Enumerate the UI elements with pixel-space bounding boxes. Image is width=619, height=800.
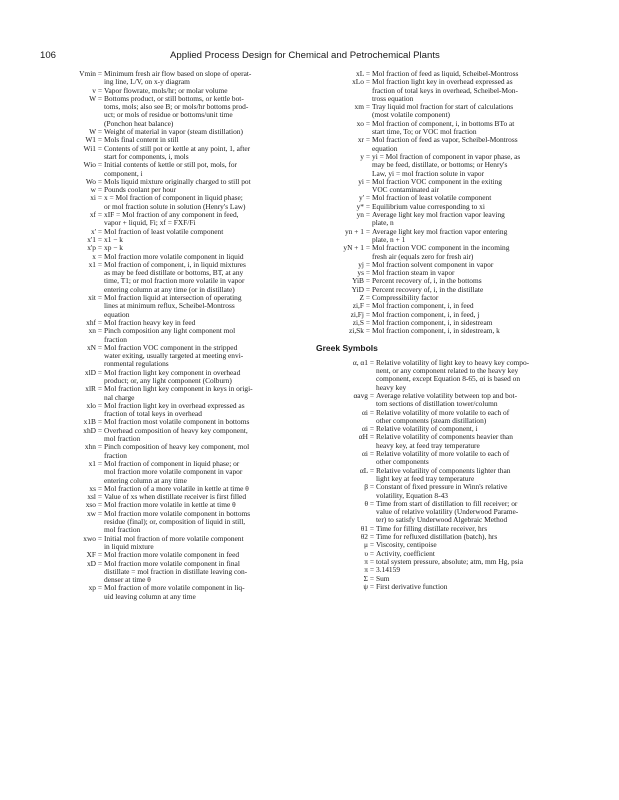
symbol: xi = [90,193,102,203]
definition: Mol fraction more volatile component in bottoms residue (final); or, composition of liquid in still, mol fraction [104,508,251,535]
definition: Contents of still pot or kettle at any point, 1, after start for components, i, mols [104,143,251,161]
definition: Mol fraction of component in liquid phase; or mol fraction more volatile component in vapor entering column at any time [104,458,243,485]
nomenclature-entry [316,533,584,541]
symbol: y* = [356,201,370,211]
definition: x = Mol fraction of component in liquid phase; or mol fraction solute in solution (Henry's Law) [104,193,246,211]
symbol: zi,Sk = [348,326,370,336]
nomenclature-entry [40,443,308,460]
symbol: Wio = [83,160,102,170]
definition: Mol fraction VOC component in the incoming fresh air (equals zero for fresh air) [372,243,510,261]
greek-symbols-heading: Greek Symbols [316,342,378,353]
nomenclature-entry [316,566,584,574]
nomenclature-list-right [316,70,584,336]
definition: Mol fraction more volatile in kettle at time θ [104,500,236,510]
nomenclature-entry [40,427,308,444]
symbol: ys = [357,268,370,278]
symbol: xD = [86,558,102,568]
definition: Initial mol fraction of more volatile component in liquid mixture [104,533,244,551]
definition: Mol fraction VOC component in the exiting VOC contaminated air [372,176,502,195]
nomenclature-entry [40,344,308,369]
definition: Pinch composition any light component mol fraction [104,326,236,344]
symbol: xso = [85,500,102,510]
symbol: αavg = [353,390,374,400]
definition: Mol fraction of component, i, in bottoms BTo at start time, To; or VOC mol fraction [372,118,515,137]
nomenclature-entry [316,500,584,525]
definition: Mol fraction of feed as liquid, Scheibel-Montross [372,69,519,78]
symbol: θ1 = [360,523,374,533]
symbol: αH = [358,432,374,442]
nomenclature-entry [316,120,584,137]
symbol: xn = [88,326,102,336]
definition: Mol fraction component, i, in feed [372,301,474,311]
definition: Relative volatility of component, i [376,424,478,434]
symbol: xwo = [83,533,102,543]
page-number: 106 [40,50,57,61]
symbol: μ = [364,540,374,550]
definition: Minimum fresh air flow based on slope of operat- ing line, L/V, on x-y diagram [104,69,252,87]
definition: Constant of fixed pressure in Winn's relative volatility, Equation 8-43 [376,482,508,500]
symbol: yn + 1 = [345,226,370,236]
symbol: W1 = [85,135,102,145]
symbol: yn = [356,210,370,220]
definition: Mol fraction of a more volatile in kettle at time θ [104,483,249,493]
definition: Mols final content in still [104,135,179,145]
definition: Mols liquid mixture originally charged to still pot [104,176,251,186]
running-header [40,50,580,64]
definition: Mol fraction more volatile component in final distillate = mol fraction in distillate leaving con- denser at time θ [104,558,248,585]
symbol: v = [92,85,102,95]
symbol: Wi1 = [83,143,102,153]
symbol: xhD = [83,425,102,435]
nomenclature-entry [40,294,308,319]
symbol: Z = [359,293,370,303]
definition: Mol fraction of component, i, in liquid mixtures as may be feed distillate or bottoms, BT, at any time, T1; or mol fraction more volatile in vapor entering column at any time (or in distillate) [104,259,246,294]
definition: Initial contents of kettle or still pot, mols, for component, i [104,160,238,178]
definition: Mol fraction component, i, in sidestream [372,317,493,327]
symbol: xm = [354,102,370,112]
definition: Mol fraction steam in vapor [372,268,455,278]
nomenclature-entry [316,575,584,583]
definition: Time for refluxed distillation (batch), hrs [376,532,498,542]
symbol: xit = [88,293,102,303]
symbol: zi,S = [352,317,370,327]
definition: Equilibrium value corresponding to xi [372,201,485,211]
definition: Average relative volatility between top and bot- tom sections of distillation tower/column [376,390,518,409]
symbol: αL = [359,465,374,475]
symbol: α, α1 = [352,357,374,367]
symbol: YiD = [351,284,370,294]
symbol: y' = [358,193,370,203]
definition: Mol fraction light key in overhead expressed as fraction of total keys in overhead, Scheibel-Mon- tross equation [372,77,518,103]
definition: yi = Mol fraction of component in vapor phase, as may be feed, distillate, or bottoms; or Henry's Law, yi = mol fraction solute in vapor [372,151,521,178]
nomenclature-entry [316,409,584,426]
book-title: Applied Process Design for Chemical and Petrochemical Plants [170,50,440,61]
nomenclature-entry [316,286,584,294]
nomenclature-entry [40,369,308,386]
nomenclature-entry [40,211,308,228]
symbol: αi = [362,407,374,417]
definition: Bottoms product, or still bottoms, or kettle bot- toms, mols; also see B; or mols/hr bottoms prod- uct; or mols of residue or bottoms/unit time (Ponchon heat balance) [104,93,249,128]
symbol: β = [364,482,374,492]
symbol: xo = [356,118,370,128]
definition: Mol fraction more volatile component in liquid [104,251,244,261]
symbol: Σ = [363,573,374,583]
definition: Weight of material in vapor (steam distillation) [104,127,243,137]
symbol: xsl = [87,492,102,502]
definition: Relative volatility of light key to heavy key compo- nent, or any component related to the heavy key component, except Equation 8-65, αi is based on heavy key [376,357,530,392]
symbol: θ2 = [360,532,374,542]
definition: Sum [376,573,390,583]
nomenclature-entry [40,70,308,87]
definition: 3.14159 [376,565,401,575]
definition: Percent recovery of, i, in the bottoms [372,276,482,286]
symbol: π = [364,565,374,575]
nomenclature-entry [316,450,584,467]
nomenclature-entry [40,327,308,344]
definition: Mol fraction more volatile component in feed [104,550,240,560]
symbol: y = [360,151,370,161]
symbol: αi = [362,449,374,459]
nomenclature-entry [40,95,308,128]
symbol: θ = [364,498,374,508]
symbol: yN + 1 = [343,243,370,253]
left-column [40,70,308,601]
definition: Mol fraction light key component in overhead product; or, any light component (Colburn) [104,367,241,385]
symbol: zi,F = [352,301,370,311]
nomenclature-entry [316,153,584,178]
symbol: x'p = [87,243,102,253]
symbol: W = [89,93,102,103]
symbol: xlo = [86,400,102,410]
nomenclature-entry [316,541,584,549]
symbol: αi = [362,424,374,434]
symbol: xs = [89,483,102,493]
nomenclature-entry [40,236,308,244]
definition: Mol fraction of feed as vapor, Scheibel-Montross equation [372,135,518,153]
definition: Mol fraction component, i, in sidestream, k [372,326,500,336]
definition: Mol fraction of least volatile component [372,193,492,203]
symbol: yj = [358,259,370,269]
greek-symbols-list [316,359,584,591]
symbol: xlR = [85,384,102,394]
nomenclature-entry [316,392,584,409]
nomenclature-entry [316,103,584,120]
symbol: x1 = [88,259,102,269]
definition: Relative volatility of components lighter than light key at feed tray temperature [376,465,511,483]
symbol: ψ = [363,581,374,591]
definition: Value of xs when distillate receiver is first filled [104,492,247,502]
symbol: Wo = [85,176,102,186]
symbol: yi = [358,176,370,186]
definition: Vapor flowrate, mols/hr; or molar volume [104,85,228,95]
definition: total system pressure, absolute; atm, mm Hg, psia [376,556,523,566]
definition: Mol fraction most volatile component in bottoms [104,417,250,427]
definition: Relative volatility of more volatile to each of other components [376,449,510,467]
symbol: xL = [356,69,370,78]
nomenclature-entry [40,460,308,485]
definition: Time for filling distillate receiver, hrs [376,523,488,533]
nomenclature-entry [316,178,584,195]
symbol: xf = [89,210,102,220]
symbol: xlD = [84,367,102,377]
definition: Relative volatility of components heavier than heavy key, at feed tray temperature [376,432,513,450]
symbol: W = [89,127,102,137]
nomenclature-entry [316,359,584,392]
symbol: xLo = [352,77,370,87]
symbol: zi,Fj = [350,309,370,319]
definition: Viscosity, centipoise [376,540,437,550]
symbol: xN = [86,342,102,352]
definition: Activity, coefficient [376,548,435,558]
definition: Mol fraction component, i, in feed, j [372,309,480,319]
definition: Time from start of distillation to fill receiver; or value of relative volatility (Underwood Parame- ter) to satisfy Underwood Algebraic Method [376,498,519,525]
definition: Mol fraction heavy key in feed [104,317,196,327]
nomenclature-entry [316,211,584,228]
nomenclature-entry [316,228,584,245]
symbol: xhf = [86,317,102,327]
nomenclature-entry [40,228,308,236]
symbol: XF = [86,550,102,560]
definition: Average light key mol fraction vapor leaving plate, n [372,210,505,228]
nomenclature-entry [316,558,584,566]
nomenclature-entry [40,560,308,585]
definition: Percent recovery of, i, in the distillate [372,284,484,294]
nomenclature-entry [40,402,308,419]
nomenclature-entry [40,385,308,402]
symbol: YiB = [352,276,370,286]
definition: Mol fraction light key in overhead expressed as fraction of total keys in overhead [104,400,245,419]
definition: Mol fraction liquid at intersection of operating lines at minimum reflux, Scheibel-Montross equation [104,293,242,319]
nomenclature-entry [40,145,308,162]
definition: Tray liquid mol fraction for start of calculations (most volatile component) [372,102,514,120]
symbol: xr = [357,135,370,145]
definition: First derivative function [376,581,448,591]
nomenclature-entry [316,244,584,261]
definition: Mol fraction light key component in keys in origi- nal charge [104,384,253,402]
nomenclature-entry [40,510,308,535]
symbol: xw = [86,508,102,518]
symbol: x'1 = [87,234,102,244]
definition: Compressibility factor [372,293,439,303]
symbol: x' = [90,226,102,236]
definition: Overhead composition of heavy key component, mol fraction [104,425,248,444]
symbol: υ = [364,548,374,558]
symbol: w = [90,185,102,195]
symbol: π = [364,556,374,566]
nomenclature-entry [40,194,308,211]
nomenclature-entry [40,161,308,178]
definition: Relative volatility of more volatile to each of other components (steam distillation) [376,407,510,425]
definition: Pounds coolant per hour [104,185,177,195]
definition: Mol fraction of least volatile component [104,226,224,236]
nomenclature-entry [316,433,584,450]
symbol: x = [92,251,102,261]
nomenclature-entry [316,136,584,153]
definition: xIF = Mol fraction of any component in feed, vapor + liquid, Fi; xf = FXF/Fi [104,210,239,228]
nomenclature-entry [316,583,584,591]
symbol: x1 = [88,458,102,468]
definition: Mol fraction solvent component in vapor [372,259,494,269]
nomenclature-entry [316,78,584,103]
definition: xp − k [104,243,123,253]
nomenclature-entry [40,535,308,552]
symbol: Vmin = [79,69,102,78]
nomenclature-entry [316,467,584,484]
definition: Pinch composition of heavy key component, mol fraction [104,442,250,460]
definition: Mol fraction of more volatile component in liq- uid leaving column at any time [104,583,245,601]
nomenclature-entry [316,327,584,335]
definition: Mol fraction VOC component in the stripped water exiting, usually targeted at meeting envi- ronmental regulations [104,342,244,369]
nomenclature-entry [316,483,584,500]
definition: Average light key mol fraction vapor entering plate, n + 1 [372,226,508,244]
nomenclature-entry [40,261,308,294]
symbol: xhn = [84,442,102,452]
definition: x1 − k [104,234,123,244]
right-column [316,70,584,591]
symbol: xp = [88,583,102,593]
nomenclature-entry [40,584,308,601]
symbol: x1B = [83,417,102,427]
